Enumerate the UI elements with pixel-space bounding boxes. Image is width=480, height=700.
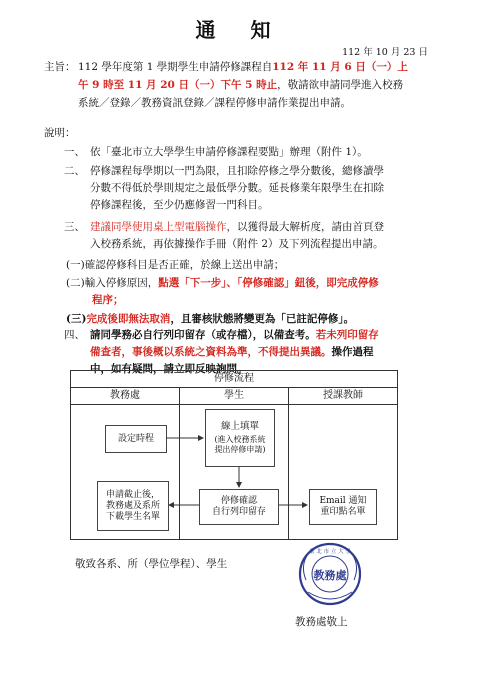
item-two-line3: 停修課程後，至少仍應修習一門科目。 — [90, 199, 269, 211]
seal-stamp — [296, 540, 364, 608]
flow-box-confirm-l1: 停修確認 — [220, 496, 257, 506]
flow-box-online-title: 線上填單 — [220, 421, 259, 432]
flow-box-online-sub2: 提出停修申請) — [214, 445, 266, 454]
item-four-l1b: 若未列印留存 — [315, 329, 379, 341]
flow-col-student: 學生 — [180, 388, 288, 405]
sub-item-two-num: (二) — [66, 277, 85, 289]
item-three — [64, 219, 454, 255]
flow-box-confirm-l2: 自行列印留存 — [211, 507, 266, 517]
sub-item-two-e: 程序； — [92, 294, 124, 306]
flow-box-deadline-l1: 申請截止後， — [105, 489, 160, 500]
flow-title: 停修流程 — [71, 371, 397, 388]
sub-item-three-b: ，且審核狀態將變更為「已註記停修」。 — [170, 313, 355, 325]
flow-box-set-schedule — [105, 425, 167, 453]
explain-label: 說明： — [44, 127, 76, 139]
signature: 教務處敬上 — [295, 616, 348, 628]
flow-box-confirm — [199, 489, 279, 525]
item-four-l2a: 備查者，事後概以系統之資料為準，不得提出異議。 — [90, 346, 332, 358]
item-one-text: 依「臺北市立大學學生申請停修課程要點」辦理（附件 1）。 — [90, 146, 368, 158]
flow-box-email-l2: 重印點名單 — [320, 507, 366, 517]
sub-item-three-num: (三) — [66, 313, 87, 325]
item-three-line2: 入校務系統，再依據操作手冊（附件 2）及下列流程提出申請。 — [90, 238, 384, 250]
flow-box-online-form — [205, 409, 275, 467]
item-four-l3: 中，如有疑問，請立即反映詢問。 — [90, 363, 248, 375]
flow-col-academic: 教務處 — [71, 388, 179, 405]
sub-item-two-a: 輸入停修原因， — [84, 277, 159, 289]
item-four-l2b: 操作過程 — [331, 346, 374, 358]
flow-chart — [70, 370, 398, 540]
item-three-num: 三、 — [64, 221, 85, 233]
sub-item-two-b: 點選「下一步」、 — [158, 277, 237, 289]
closing-line: 敬致各系、所（學位學程）、學生 — [75, 558, 228, 570]
subject-line2-a: 午 9 時至 11 月 20 日（一）下午 5 時止 — [78, 79, 278, 91]
sub-item-one-num: (一) — [66, 259, 85, 271]
flow-box-set-text: 設定時程 — [117, 433, 154, 444]
item-three-red: 建議同學使用桌上型電腦操作 — [90, 221, 227, 233]
subject-line2-b: ，敬請欲申請同學進入校務 — [277, 79, 404, 91]
sub-item-three — [66, 311, 456, 328]
subject-line3: 系統／登錄／教務資訊登錄／課程停修申請作業提出申請。 — [78, 97, 351, 109]
sub-item-two — [66, 275, 456, 311]
flow-col-teacher: 授課教師 — [289, 388, 397, 405]
subject-line1-b: 112 年 11 月 6 日（一）上 — [272, 61, 408, 73]
item-two-line2: 分數不得低於學則規定之最低學分數。延長修業年限學生在扣除 — [90, 182, 384, 194]
flow-box-online-sub1: (進入校務系統 — [214, 435, 266, 444]
flow-box-deadline — [97, 481, 169, 531]
item-one-num: 一、 — [64, 146, 85, 158]
item-two — [64, 163, 454, 217]
subject-line1-a: 112 學年度第 1 學期學生申請停修課程自 — [78, 61, 273, 73]
sub-item-two-d: 鈕後，即完成停修 — [294, 277, 379, 289]
flow-box-email — [309, 489, 377, 525]
item-two-num: 二、 — [64, 165, 85, 177]
item-four-l1a: 請同學務必自行列印留存（或存檔），以備查考。 — [90, 329, 316, 341]
flow-box-deadline-l3: 下載學生名單 — [105, 511, 160, 522]
notice-date: 112 年 10 月 23 日 — [342, 47, 428, 58]
seal-text: 教務處 — [313, 569, 347, 582]
subject-label: 主旨： — [44, 61, 76, 73]
sub-item-one — [66, 257, 456, 274]
item-two-line1: 停修課程每學期以一門為限，且扣除停修之學分數後，總修讀學 — [90, 165, 384, 177]
sub-item-three-a: 完成後即無法取消 — [86, 313, 171, 325]
page-title: 通 知 — [195, 18, 285, 42]
flow-box-email-l1: Email 通知 — [319, 496, 367, 506]
item-four-num: 四、 — [64, 329, 85, 341]
seal-ring-text: 臺 北 市 立 大 學 — [309, 549, 351, 555]
sub-item-two-c: 「停修確認」 — [236, 277, 295, 289]
flow-box-deadline-l2: 教務處及系所 — [105, 500, 160, 511]
item-three-rest: ，以獲得最大解析度，請由首頁登 — [226, 221, 384, 233]
sub-item-one-text: 確認停修科目是否正確，於線上送出申請； — [84, 259, 285, 271]
